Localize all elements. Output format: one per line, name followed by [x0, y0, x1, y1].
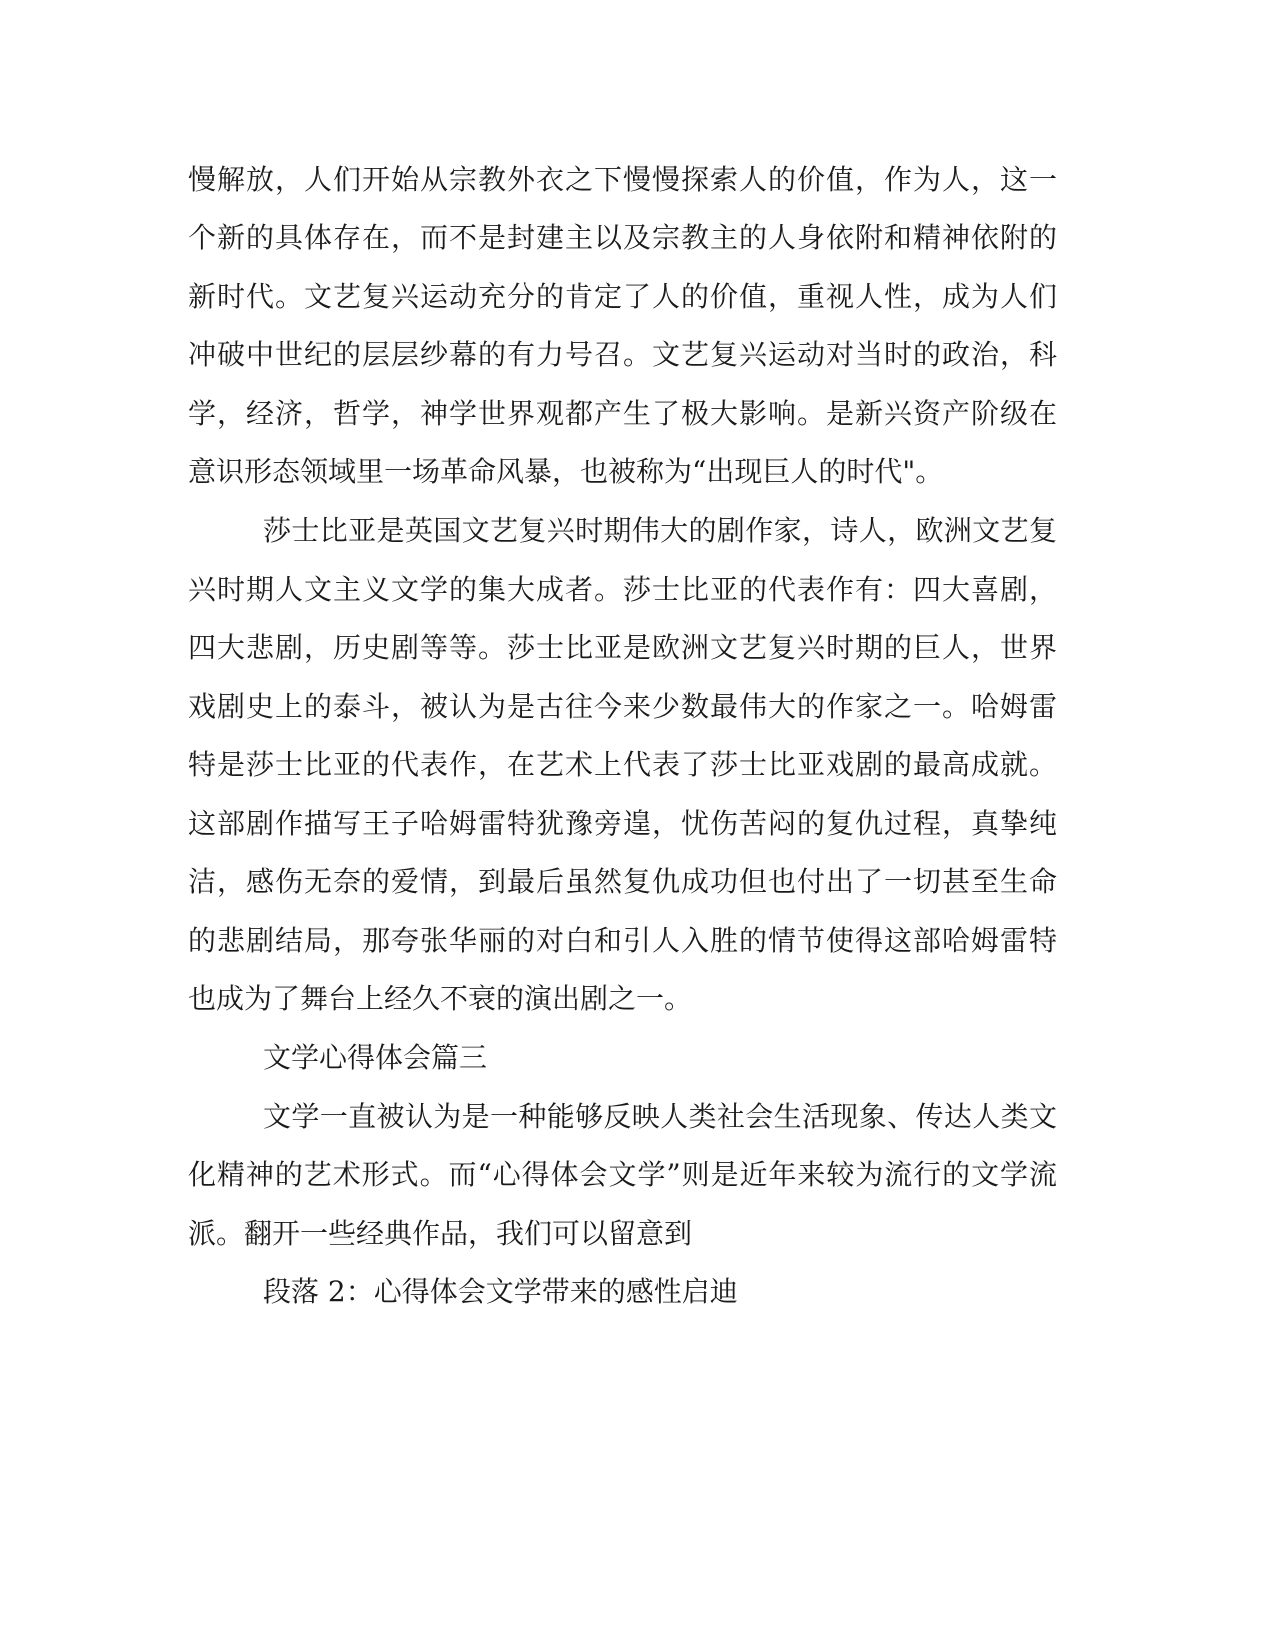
paragraph-2-line-3: 四大悲剧，历史剧等等。莎士比亚是欧洲文艺复兴时期的巨人，世界 [188, 631, 1057, 664]
paragraph-2-line-9: 也成为了舞台上经久不衰的演出剧之一。 [188, 982, 693, 1015]
paragraph-2-line-5: 特是莎士比亚的代表作，在艺术上代表了莎士比亚戏剧的最高成就。 [188, 748, 1057, 781]
paragraph-2-line-2: 兴时期人文主义文学的集大成者。莎士比亚的代表作有：四大喜剧， [188, 573, 1057, 606]
paragraph-1-line-1: 慢解放，人们开始从宗教外衣之下慢慢探索人的价值，作为人，这一 [188, 163, 1057, 196]
paragraph-1-line-5: 学，经济，哲学，神学世界观都产生了极大影响。是新兴资产阶级在 [188, 397, 1057, 430]
paragraph-2-line-6: 这部剧作描写王子哈姆雷特犹豫旁遑，忧伤苦闷的复仇过程，真挚纯 [188, 807, 1057, 840]
paragraph-2-line-1: 莎士比亚是英国文艺复兴时期伟大的剧作家，诗人，欧洲文艺复 [263, 514, 1057, 547]
section-title: 文学心得体会篇三 [263, 1041, 488, 1074]
paragraph-2-line-4: 戏剧史上的泰斗，被认为是古往今来少数最伟大的作家之一。哈姆雷 [188, 690, 1057, 723]
subsection-heading: 段落 2：心得体会文学带来的感性启迪 [263, 1275, 738, 1308]
paragraph-3-line-2: 化精神的艺术形式。而“心得体会文学”则是近年来较为流行的文学流 [188, 1158, 1057, 1191]
paragraph-1-line-6: 意识形态领域里一场革命风暴，也被称为“出现巨人的时代"。 [188, 455, 944, 488]
paragraph-2-line-8: 的悲剧结局，那夸张华丽的对白和引人入胜的情节使得这部哈姆雷特 [188, 924, 1057, 957]
paragraph-1-line-2: 个新的具体存在，而不是封建主以及宗教主的人身依附和精神依附的 [188, 221, 1057, 254]
paragraph-3-line-3: 派。翻开一些经典作品，我们可以留意到 [188, 1217, 693, 1250]
paragraph-2-line-7: 洁，感伤无奈的爱情，到最后虽然复仇成功但也付出了一切甚至生命 [188, 865, 1057, 898]
paragraph-3-line-1: 文学一直被认为是一种能够反映人类社会生活现象、传达人类文 [263, 1100, 1057, 1133]
paragraph-1-line-3: 新时代。文艺复兴运动充分的肯定了人的价值，重视人性，成为人们 [188, 280, 1057, 313]
paragraph-1-line-4: 冲破中世纪的层层纱幕的有力号召。文艺复兴运动对当时的政治，科 [188, 338, 1057, 371]
